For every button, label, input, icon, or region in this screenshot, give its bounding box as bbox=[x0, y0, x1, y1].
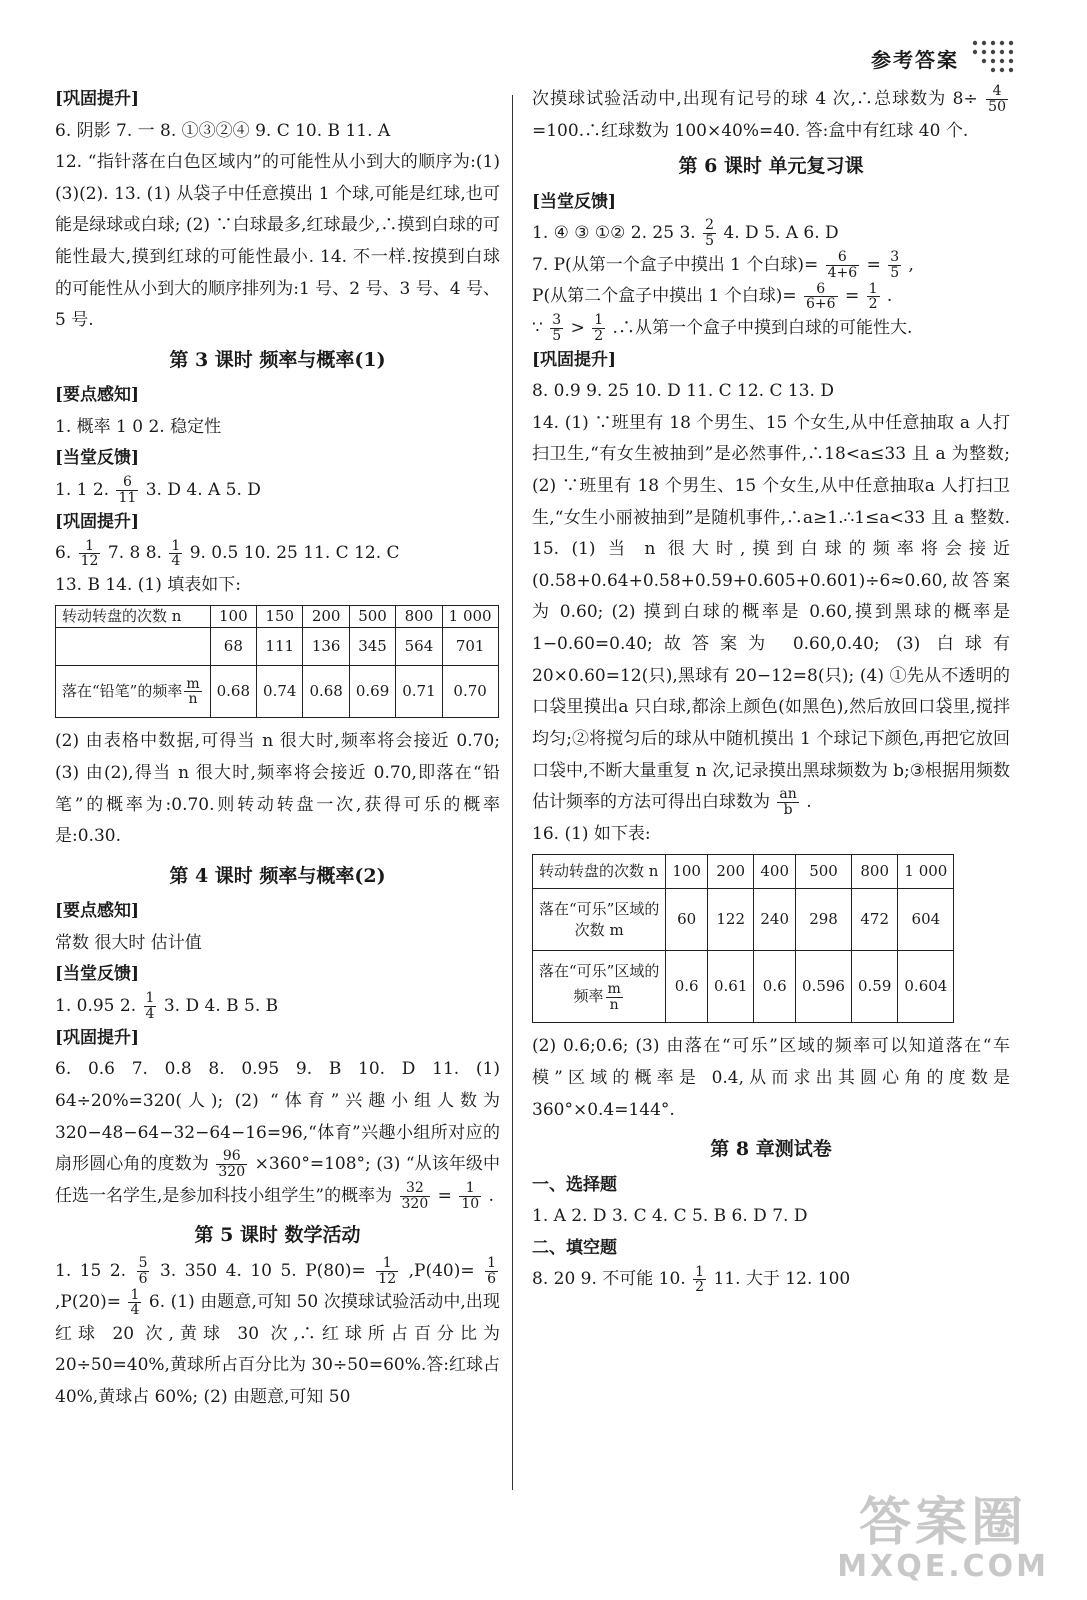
table-cell: 0.70 bbox=[442, 666, 498, 718]
section-tag: [巩固提升] bbox=[532, 349, 617, 370]
fraction: $\frac{1}{2}$ bbox=[868, 280, 878, 313]
table-cell: 0.61 bbox=[707, 951, 753, 1023]
table-cell bbox=[56, 628, 211, 666]
table-cell: 1 000 bbox=[442, 606, 498, 628]
section-tag: 二、填空题 bbox=[532, 1237, 617, 1258]
section-tag: [巩固提升] bbox=[55, 511, 140, 532]
fraction: $\frac{2}{5}$ bbox=[705, 217, 715, 250]
section-tag: [巩固提升] bbox=[55, 89, 140, 109]
table-cell: 0.74 bbox=[257, 666, 303, 718]
table-cell: 500 bbox=[349, 606, 395, 628]
table-cell: 400 bbox=[754, 855, 796, 889]
table-cell: 0.68 bbox=[303, 666, 349, 718]
section-tag: [要点感知] bbox=[55, 901, 140, 922]
table-cell: 150 bbox=[257, 606, 303, 628]
table-cell: 1 000 bbox=[898, 855, 954, 889]
section-tag: [巩固提升] bbox=[55, 1027, 140, 1048]
fraction: $\frac{1}{4}$ bbox=[130, 1286, 140, 1319]
section-tag: 一、选择题 bbox=[532, 1174, 617, 1195]
section-tag: [要点感知] bbox=[55, 385, 140, 406]
answer-paragraph: 1. 15 2. $\frac{5}{6}$ 3. 350 4. 10 5. P(80)= $\frac{1}{12}$ ,P(40)= $\frac{1}{6}$ ,P(20)= $\frac{1}{4}$ 6. (1) 由题意,可知 50 次摸球试验活动中,出现红球 20 次,黄球 30 次,∴红球所占百分比为 20÷50=40%,黄球所占百分比为 30÷50=60%.答:红球占 40%,黄球占 60%; (2) 由题意,可知 50 bbox=[55, 1254, 501, 1408]
section-tag: [当堂反馈] bbox=[532, 191, 617, 212]
answer-paragraph: 次摸球试验活动中,出现有记号的球 4 次,∴总球数为 8÷ $\frac{4}{50}$ =100.∴红球数为 100×40%=40. 答:盒中有红球 40 个. bbox=[532, 83, 1006, 141]
table-cell: 0.59 bbox=[851, 951, 897, 1023]
table-cell: 122 bbox=[707, 889, 753, 951]
watermark-logo: 答案圈 MXQE.COM bbox=[837, 1493, 1049, 1584]
table-cell: 0.71 bbox=[396, 666, 442, 718]
table-row bbox=[56, 628, 499, 666]
table-cell: 0.604 bbox=[898, 951, 954, 1023]
table-cell: 落在“可乐”区域的 频率 $\frac{m}{n}$ bbox=[533, 951, 666, 1023]
table-row bbox=[533, 951, 954, 1023]
table-cell: 60 bbox=[666, 889, 708, 951]
answer-line: 8. 20 9. 不可能 10. $\frac{1}{2}$ 11. 大于 12. 100 bbox=[532, 1263, 851, 1296]
table-cell: 68 bbox=[210, 628, 256, 666]
answer-line: 7. P(从第一个盒子中摸出 1 个白球)= $\frac{6}{4+6}$ = $\frac{3}{5}$ , bbox=[532, 249, 914, 281]
fraction: $\frac{6}{4+6}$ bbox=[827, 249, 858, 281]
table-cell: 100 bbox=[210, 606, 256, 628]
table-cell: 604 bbox=[898, 889, 954, 951]
fraction: $\frac{1}{12}$ bbox=[378, 1254, 397, 1287]
fraction: $\frac{96}{320}$ bbox=[218, 1148, 246, 1181]
answer-paragraph: 14. (1) ∵班里有 18 个男生、15 个女生,从中任意抽取 a 人打扫卫生,“有女生被抽到”是必然事件,∴18<a≤33 且 a 为整数; (2) ∵班里有 18 个男生、15 个女生,从中任意抽取a 人打扫卫生,“女生小丽被抽到”是随机事件,∴a≥1.∴1≤a<33 且 a 整数. 15. (1) 当 n 很大时,摸到白球的频率将会接近(0.58+0.64+0.58+0.59+0.605+0.601)÷6≈0.60,故答案为 0.60; (2) 摸到白球的概率是 0.60,摸到黑球的概率是 1−0.60=0.40;故答案为 0.60,0.40; (3) 白球有 20×0.60=12(只),黑球有 20−12=8(只); (4) ①先从不透明的口袋里摸出a 只白球,都涂上颜色(如黑色),然后放回口袋里,搅拌均匀;②将搅匀后的球从中随机摸出 1 个球记下颜色,再把它放回口袋中,不断大量重复 n 次,记录摸出黑球频数为 b;③根据用频数估计频率的方法可得出白球数为 $\frac{an}{b}$ . bbox=[532, 412, 1010, 819]
fraction: $\frac{1}{2}$ bbox=[695, 1263, 705, 1296]
lesson-heading: 第 5 课时 数学活动 bbox=[194, 1224, 361, 1247]
table-row bbox=[533, 889, 954, 951]
table-row bbox=[533, 855, 954, 889]
column-divider bbox=[512, 95, 513, 1490]
section-tag: [当堂反馈] bbox=[55, 964, 140, 985]
table-cell: 0.68 bbox=[210, 666, 256, 718]
section-tag: [当堂反馈] bbox=[55, 448, 140, 469]
fraction: $\frac{1}{6}$ bbox=[487, 1254, 497, 1287]
fraction: $\frac{1}{4}$ bbox=[171, 537, 181, 570]
table-cell: 240 bbox=[754, 889, 796, 951]
table-cell: 298 bbox=[796, 889, 852, 951]
frequency-table-2 bbox=[532, 854, 954, 1023]
answer-line: 常数 很大时 估计值 bbox=[55, 932, 202, 953]
answer-paragraph: (2) 由表格中数据,可得当 n 很大时,频率将会接近 0.70; (3) 由(2),得当 n 很大时,频率将会接近 0.70,即落在“铅笔”的概率为:0.70.则转动转盘一次,获得可乐的概率是:0.30. bbox=[55, 731, 500, 847]
answer-line: 16. (1) 如下表: bbox=[532, 823, 651, 844]
fraction: $\frac{6}{11}$ bbox=[118, 474, 137, 507]
answer-line: 1. 0.95 2. $\frac{1}{4}$ 3. D 4. B 5. B bbox=[55, 990, 279, 1023]
answer-line: P(从第二个盒子中摸出 1 个白球)= $\frac{6}{6+6}$ = $\frac{1}{2}$ . bbox=[532, 280, 893, 313]
header-dots-decoration bbox=[969, 38, 1015, 79]
table-cell: 100 bbox=[666, 855, 708, 889]
table-cell: 500 bbox=[796, 855, 852, 889]
fraction: $\frac{3}{5}$ bbox=[552, 312, 562, 344]
table-cell: 0.6 bbox=[666, 951, 708, 1023]
fraction: $\frac{3}{5}$ bbox=[890, 249, 900, 281]
lesson-heading: 第 3 课时 频率与概率(1) bbox=[169, 348, 386, 371]
answer-line: 1. ④ ③ ①② 2. 25 3. $\frac{2}{5}$ 4. D 5. A 6. D bbox=[532, 217, 839, 250]
answer-line: ∵ $\frac{3}{5}$ > $\frac{1}{2}$ .∴从第一个盒子中摸到白球的可能性大. bbox=[532, 312, 913, 344]
table-row bbox=[56, 666, 499, 718]
table-cell: 564 bbox=[396, 628, 442, 666]
answer-line: 6. 阴影 7. 一 8. ①③②④ 9. C 10. B 11. A bbox=[55, 120, 391, 141]
answer-paragraph: (2) 0.6;0.6; (3) 由落在“可乐”区域的频率可以知道落在“车模”区域的概率是 0.4,从而求出其圆心角的度数是 360°×0.4=144°. bbox=[532, 1036, 1010, 1120]
table-cell: 200 bbox=[303, 606, 349, 628]
table-cell: 800 bbox=[851, 855, 897, 889]
page-header-title: 参考答案 bbox=[871, 48, 959, 72]
table-cell: 800 bbox=[396, 606, 442, 628]
frequency-table-1 bbox=[55, 605, 499, 718]
answer-line: 1. A 2. D 3. C 4. C 5. B 6. D 7. D bbox=[532, 1206, 808, 1227]
table-cell: 345 bbox=[349, 628, 395, 666]
table-row bbox=[56, 606, 499, 628]
fraction: $\frac{5}{6}$ bbox=[138, 1254, 148, 1287]
left-column bbox=[55, 84, 500, 1414]
table-cell: 472 bbox=[851, 889, 897, 951]
fraction: $\frac{1}{10}$ bbox=[461, 1180, 480, 1212]
chapter-test-heading: 第 8 章测试卷 bbox=[710, 1138, 832, 1161]
table-cell: 111 bbox=[257, 628, 303, 666]
fraction: $\frac{1}{4}$ bbox=[145, 990, 155, 1023]
table-cell: 701 bbox=[442, 628, 498, 666]
answer-paragraph: 12. “指针落在白色区域内”的可能性从小到大的顺序为:(1)(3)(2). 13. (1) 从袋子中任意摸出 1 个球,可能是红球,也可能是绿球或白球; (2) ∵白球最多,红球最少,∴摸到白球的可能性最大,摸到红球的可能性最小. 14. 不一样.按摸到白球的可能性从小到大的顺序排列为:1 号、2 号、3 号、4 号、5 号. bbox=[55, 152, 500, 331]
answer-line: 1. 1 2. $\frac{6}{11}$ 3. D 4. A 5. D bbox=[55, 474, 261, 507]
fraction: $\frac{4}{50}$ bbox=[988, 83, 1006, 115]
fraction: $\frac{6}{6+6}$ bbox=[805, 280, 836, 313]
lesson-heading: 第 6 课时 单元复习课 bbox=[678, 155, 864, 178]
fraction: $\frac{32}{320}$ bbox=[401, 1180, 429, 1212]
table-cell: 0.6 bbox=[754, 951, 796, 1023]
table-cell: 落在“可乐”区域的 次数 m bbox=[533, 889, 666, 951]
table-cell: 0.69 bbox=[349, 666, 395, 718]
answer-line: 8. 0.9 9. 25 10. D 11. C 12. C 13. D bbox=[532, 381, 834, 402]
table-cell: 0.596 bbox=[796, 951, 852, 1023]
answer-line: 1. 概率 1 0 2. 稳定性 bbox=[55, 416, 222, 437]
table-cell: 200 bbox=[707, 855, 753, 889]
table-cell: 转动转盘的次数 n bbox=[533, 855, 666, 889]
answer-line: 6. $\frac{1}{12}$ 7. 8 8. $\frac{1}{4}$ 9. 0.5 10. 25 11. C 12. C bbox=[55, 537, 400, 570]
table-cell: 转动转盘的次数 n bbox=[56, 606, 211, 628]
table-cell: 落在“铅笔”的频率 $\frac{m}{n}$ bbox=[56, 666, 211, 718]
fraction: $\frac{1}{12}$ bbox=[80, 537, 99, 570]
right-column bbox=[532, 84, 1010, 1296]
lesson-heading: 第 4 课时 频率与概率(2) bbox=[169, 864, 386, 887]
fraction: $\frac{an}{b}$ bbox=[779, 786, 797, 819]
answer-paragraph: 6. 0.6 7. 0.8 8. 0.95 9. B 10. D 11. (1) 64÷20%=320(人); (2) “体育”兴趣小组人数为 320−48−64−32−64−16=96,“体育”兴趣小组所对应的扇形圆心角的度数为 $\frac{96}{320}$ ×360°=108°; (3) “从该年级中任选一名学生,是参加科技小组学生”的概率为 $\frac{32}{320}$ = $\frac{1}{10}$ . bbox=[55, 1059, 501, 1212]
fraction: $\frac{1}{2}$ bbox=[594, 312, 604, 344]
table-cell: 136 bbox=[303, 628, 349, 666]
answer-line: 13. B 14. (1) 填表如下: bbox=[55, 574, 241, 595]
